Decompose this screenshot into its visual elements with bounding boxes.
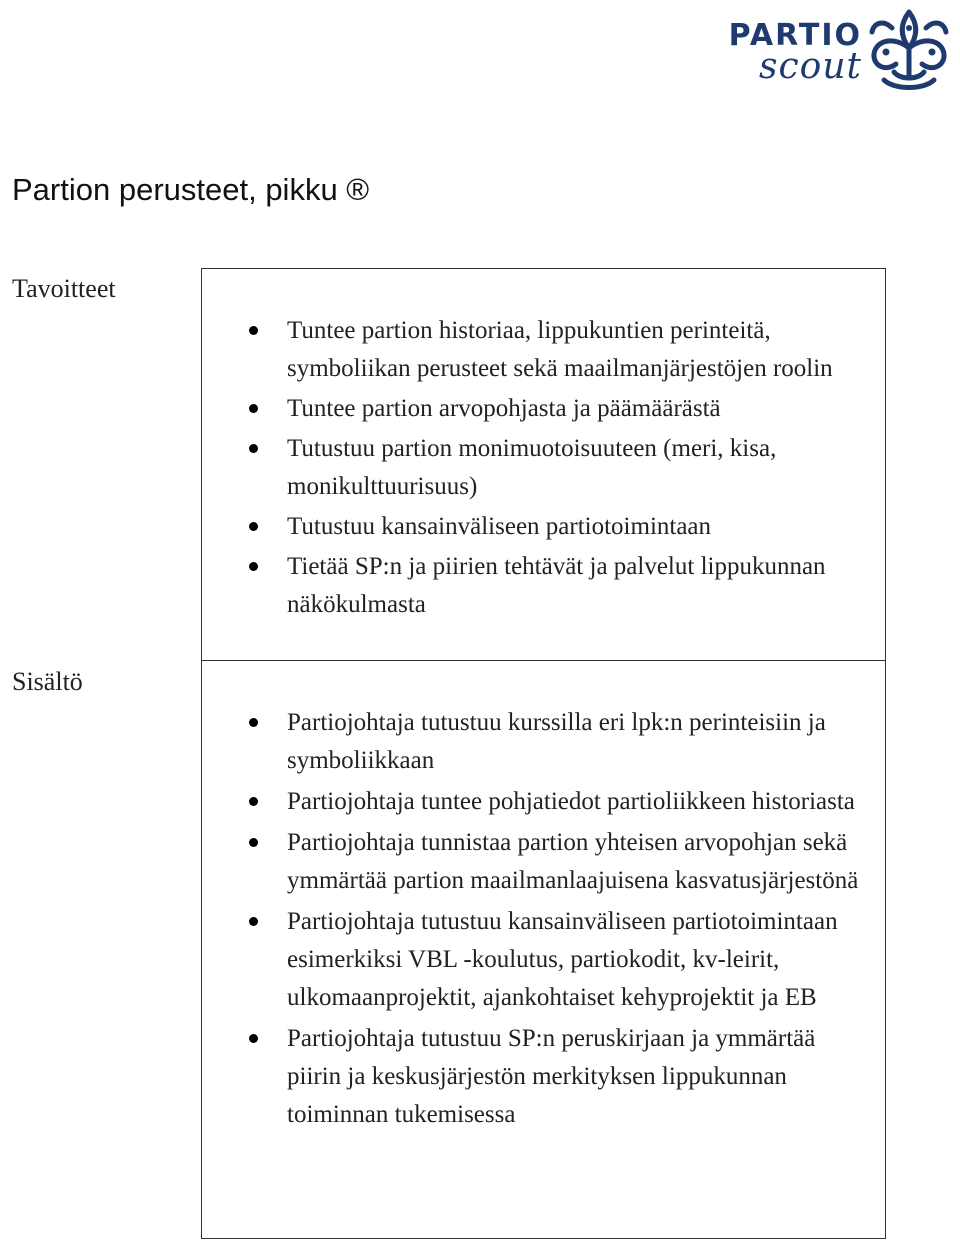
- list-item: Tutustuu kansainväliseen partiotoimintaan: [245, 508, 875, 546]
- goals-label: Tavoitteet: [12, 274, 116, 303]
- page-title: Partion perusteet, pikku ®: [12, 172, 370, 207]
- list-item: Partiojohtaja tutustuu SP:n peruskirjaan ja ymmärtää piirin ja keskusjärjestön merkityksen lippukunnan toiminnan tukemisessa: [245, 1020, 875, 1134]
- list-item: Tuntee partion historiaa, lippukuntien perinteitä, symboliikan perusteet sekä maailmanjärjestöjen roolin: [245, 312, 875, 388]
- partio-scout-logo: [706, 6, 956, 92]
- goals-list: [245, 312, 875, 626]
- list-item: Tietää SP:n ja piirien tehtävät ja palvelut lippukunnan näkökulmasta: [245, 548, 875, 624]
- logo-text-scout: scout: [759, 46, 862, 87]
- list-item: Partiojohtaja tunnistaa partion yhteisen arvopohjan sekä ymmärtää partion maailmanlaajuisena kasvatusjärjestönä: [245, 824, 875, 900]
- logo-text: [712, 18, 862, 87]
- section-divider: [201, 660, 886, 661]
- list-item: Tutustuu partion monimuotoisuuteen (meri, kisa, monikulttuurisuus): [245, 430, 875, 506]
- list-item: Partiojohtaja tutustuu kurssilla eri lpk:n perinteisiin ja symboliikkaan: [245, 704, 875, 780]
- list-item: Tuntee partion arvopohjasta ja päämäärästä: [245, 390, 875, 428]
- content-label: Sisältö: [12, 667, 83, 696]
- list-item: Partiojohtaja tutustuu kansainväliseen partiotoimintaan esimerkiksi VBL -koulutus, partiokodit, kv-leirit, ulkomaanprojektit, ajankohtaiset kehyprojektit ja EB: [245, 903, 875, 1017]
- list-item: Partiojohtaja tuntee pohjatiedot partioliikkeen historiasta: [245, 783, 875, 821]
- scout-fleur-de-lis-trefoil-icon: [864, 6, 954, 92]
- content-list: [245, 704, 875, 1137]
- logo-text-partio: PARTIO: [728, 18, 862, 53]
